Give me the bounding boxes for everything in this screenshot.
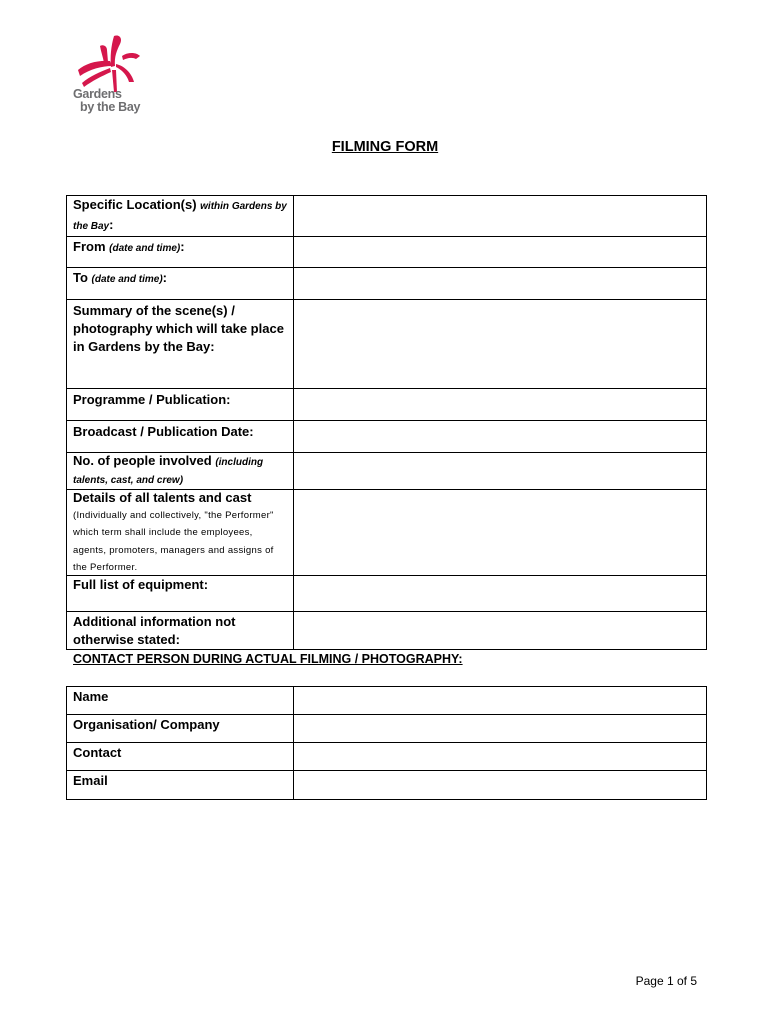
location-field[interactable] bbox=[294, 196, 707, 237]
to-field[interactable] bbox=[294, 268, 707, 300]
row-location bbox=[67, 196, 707, 237]
row-organisation bbox=[67, 715, 707, 743]
people-field[interactable] bbox=[294, 453, 707, 490]
filming-details-table bbox=[66, 195, 707, 650]
organisation-field[interactable] bbox=[294, 715, 707, 743]
email-field[interactable] bbox=[294, 771, 707, 800]
row-programme bbox=[67, 389, 707, 421]
page-title: FILMING FORM bbox=[331, 139, 439, 155]
from-label: From (date and time): bbox=[67, 237, 294, 268]
contact-heading: CONTACT PERSON DURING ACTUAL FILMING / PHOTOGRAPHY: bbox=[73, 652, 463, 666]
logo-line2: by the Bay bbox=[80, 100, 141, 114]
row-people bbox=[67, 453, 707, 490]
additional-label: Additional information not otherwise stated: bbox=[67, 612, 294, 650]
to-label: To (date and time): bbox=[67, 268, 294, 300]
people-label: No. of people involved (including talents, cast, and crew) bbox=[67, 453, 294, 490]
contact-table bbox=[66, 686, 707, 800]
equipment-field[interactable] bbox=[294, 576, 707, 612]
row-from bbox=[67, 237, 707, 268]
logo-text bbox=[73, 88, 140, 114]
row-to bbox=[67, 268, 707, 300]
row-equipment bbox=[67, 576, 707, 612]
broadcast-field[interactable] bbox=[294, 421, 707, 453]
contact-field[interactable] bbox=[294, 743, 707, 771]
row-talents bbox=[67, 490, 707, 576]
programme-field[interactable] bbox=[294, 389, 707, 421]
organisation-label: Organisation/ Company bbox=[67, 715, 294, 743]
talents-label: Details of all talents and cast (Individually and collectively, "the Performer" which term shall include the employees, agents, promoters, managers and assigns of the Performer. bbox=[67, 490, 294, 576]
email-label: Email bbox=[67, 771, 294, 800]
logo-line1: Gardens bbox=[73, 87, 122, 101]
talents-field[interactable] bbox=[294, 490, 707, 576]
row-additional bbox=[67, 612, 707, 650]
page-number: Page 1 of 5 bbox=[635, 974, 697, 988]
from-field[interactable] bbox=[294, 237, 707, 268]
name-label: Name bbox=[67, 687, 294, 715]
location-label: Specific Location(s) within Gardens by the Bay: bbox=[67, 196, 294, 237]
name-field[interactable] bbox=[294, 687, 707, 715]
contact-label: Contact bbox=[67, 743, 294, 771]
summary-label: Summary of the scene(s) / photography which will take place in Gardens by the Bay: bbox=[67, 300, 294, 389]
talents-note: (Individually and collectively, "the Performer" which term shall include the employees, agents, promoters, managers and assigns of the Performer. bbox=[73, 510, 274, 573]
summary-field[interactable] bbox=[294, 300, 707, 389]
row-contact bbox=[67, 743, 707, 771]
row-name bbox=[67, 687, 707, 715]
row-email bbox=[67, 771, 707, 800]
broadcast-label: Broadcast / Publication Date: bbox=[67, 421, 294, 453]
equipment-label: Full list of equipment: bbox=[67, 576, 294, 612]
additional-field[interactable] bbox=[294, 612, 707, 650]
row-summary bbox=[67, 300, 707, 389]
row-broadcast bbox=[67, 421, 707, 453]
programme-label: Programme / Publication: bbox=[67, 389, 294, 421]
